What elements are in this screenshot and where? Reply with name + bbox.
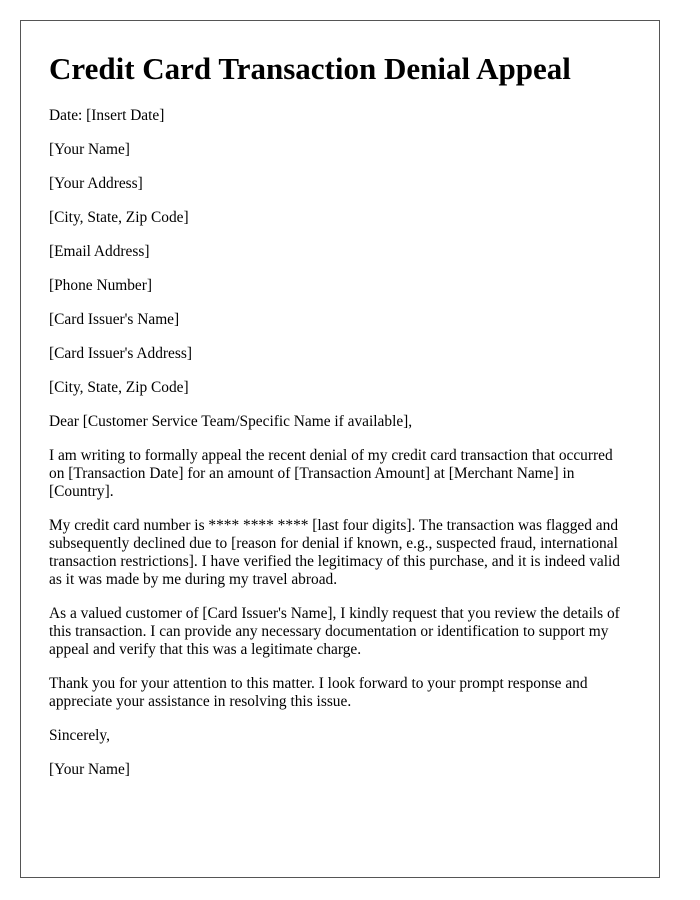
sender-phone: [Phone Number] xyxy=(49,277,153,294)
letter-page xyxy=(20,20,660,878)
sender-city-state-zip: [City, State, Zip Code] xyxy=(49,209,189,226)
sender-name: [Your Name] xyxy=(49,141,130,158)
salutation: Dear [Customer Service Team/Specific Name if available], xyxy=(49,413,413,430)
paragraph-thanks: Thank you for your attention to this matter. I look forward to your prompt response and appreciate your assistance in resolving this issue. xyxy=(49,675,588,710)
date-line: Date: [Insert Date] xyxy=(49,107,165,124)
recipient-city-state-zip: [City, State, Zip Code] xyxy=(49,379,189,396)
recipient-issuer-name: [Card Issuer's Name] xyxy=(49,311,180,328)
signature-name: [Your Name] xyxy=(49,761,130,778)
closing: Sincerely, xyxy=(49,727,110,744)
letter-title: Credit Card Transaction Denial Appeal xyxy=(49,51,571,86)
sender-email: [Email Address] xyxy=(49,243,150,260)
paragraph-appeal-intro: I am writing to formally appeal the recent denial of my credit card transaction that occurred on [Transaction Date] for an amount of [Transaction Amount] at [Merchant Name] in [Country]. xyxy=(49,447,613,500)
recipient-issuer-address: [Card Issuer's Address] xyxy=(49,345,192,362)
sender-address: [Your Address] xyxy=(49,175,143,192)
paragraph-review-request: As a valued customer of [Card Issuer's Name], I kindly request that you review the details of this transaction. I can provide any necessary documentation or identification to support my appeal and verify that this was a legitimate charge. xyxy=(49,605,620,658)
paragraph-card-details: My credit card number is **** **** **** [last four digits]. The transaction was flagged and subsequently declined due to [reason for denial if known, e.g., suspected fraud, international transaction restrictions]. I have verified the legitimacy of this purchase, and it is indeed valid as it was made by me during my travel abroad. xyxy=(49,517,620,588)
letter-body xyxy=(49,107,631,779)
